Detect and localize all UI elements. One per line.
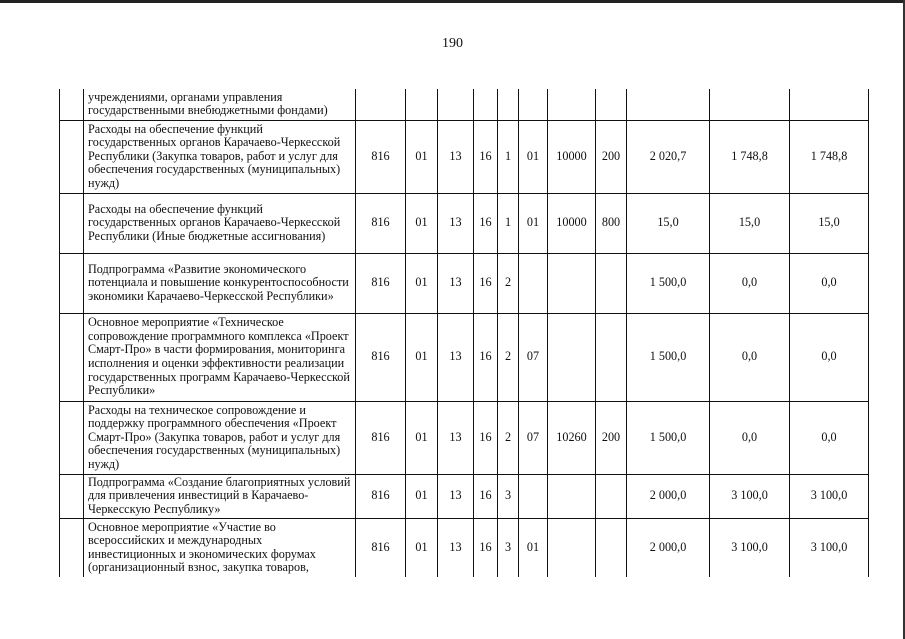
row-name: Подпрограмма «Создание благоприятных условий для привлечения инвестиций в Карачаево-Черкесскую Республику»	[84, 474, 356, 518]
code-pr: 13	[438, 313, 474, 401]
code-expense-type	[596, 89, 627, 120]
code-rz: 01	[406, 401, 438, 474]
code-gr: 816	[356, 313, 406, 401]
code-subprogram: 2	[498, 313, 519, 401]
code-event: 01	[519, 120, 548, 193]
code-rz: 01	[406, 120, 438, 193]
code-subprogram: 3	[498, 518, 519, 577]
code-program: 16	[474, 313, 498, 401]
amount-year-3: 3 100,0	[790, 518, 869, 577]
code-rz: 01	[406, 518, 438, 577]
code-direction: 10000	[548, 120, 596, 193]
table-row	[60, 474, 869, 518]
code-direction	[548, 89, 596, 120]
code-event: 01	[519, 193, 548, 253]
amount-year-2: 3 100,0	[710, 474, 790, 518]
row-number-cell	[60, 253, 84, 313]
table-row	[60, 120, 869, 193]
row-name: Расходы на обеспечение функций государственных органов Карачаево-Черкесской Республики (Закупка товаров, работ и услуг для обеспечения государственных (муниципальных) нужд)	[84, 120, 356, 193]
code-gr: 816	[356, 193, 406, 253]
code-rz: 01	[406, 474, 438, 518]
amount-year-2	[710, 89, 790, 120]
amount-year-3: 0,0	[790, 253, 869, 313]
code-subprogram	[498, 89, 519, 120]
table-row	[60, 89, 869, 120]
budget-table	[59, 89, 869, 577]
code-gr: 816	[356, 474, 406, 518]
code-direction	[548, 518, 596, 577]
row-name: Расходы на техническое сопровождение и поддержку программного обеспечения «Проект Смарт-Про» (Закупка товаров, работ и услуг для обеспечения государственных (муниципальных) нужд)	[84, 401, 356, 474]
amount-year-1: 2 020,7	[627, 120, 710, 193]
code-program: 16	[474, 120, 498, 193]
code-event	[519, 474, 548, 518]
table-row	[60, 313, 869, 401]
row-number-cell	[60, 193, 84, 253]
code-pr: 13	[438, 518, 474, 577]
code-pr: 13	[438, 474, 474, 518]
amount-year-1: 15,0	[627, 193, 710, 253]
code-subprogram: 1	[498, 193, 519, 253]
amount-year-1: 1 500,0	[627, 253, 710, 313]
code-event: 07	[519, 313, 548, 401]
code-program: 16	[474, 193, 498, 253]
code-program: 16	[474, 253, 498, 313]
code-program: 16	[474, 518, 498, 577]
row-name: Основное мероприятие «Техническое сопровождение программного комплекса «Проект Смарт-Про» в части формирования, мониторинга исполнения и оценки эффективности реализации государственных программ Карачаево-Черкесской Республики»	[84, 313, 356, 401]
amount-year-2: 15,0	[710, 193, 790, 253]
row-number-cell	[60, 120, 84, 193]
code-expense-type: 200	[596, 401, 627, 474]
code-expense-type	[596, 313, 627, 401]
code-rz: 01	[406, 253, 438, 313]
code-gr: 816	[356, 253, 406, 313]
code-subprogram: 1	[498, 120, 519, 193]
table-row	[60, 193, 869, 253]
page-number: 190	[442, 36, 463, 51]
amount-year-3: 1 748,8	[790, 120, 869, 193]
code-gr: 816	[356, 401, 406, 474]
code-subprogram: 3	[498, 474, 519, 518]
amount-year-1: 1 500,0	[627, 401, 710, 474]
amount-year-3: 0,0	[790, 313, 869, 401]
row-number-cell	[60, 89, 84, 120]
code-direction: 10260	[548, 401, 596, 474]
code-pr: 13	[438, 120, 474, 193]
row-number-cell	[60, 313, 84, 401]
amount-year-2: 3 100,0	[710, 518, 790, 577]
code-direction: 10000	[548, 193, 596, 253]
code-expense-type	[596, 474, 627, 518]
amount-year-3: 15,0	[790, 193, 869, 253]
code-subprogram: 2	[498, 253, 519, 313]
code-program: 16	[474, 474, 498, 518]
row-number-cell	[60, 401, 84, 474]
table-row	[60, 518, 869, 577]
code-gr: 816	[356, 120, 406, 193]
row-name: учреждениями, органами управления государственными внебюджетными фондами)	[84, 89, 356, 120]
sheet-edge-top	[0, 0, 905, 3]
code-gr: 816	[356, 518, 406, 577]
code-program	[474, 89, 498, 120]
amount-year-1	[627, 89, 710, 120]
amount-year-3	[790, 89, 869, 120]
code-pr	[438, 89, 474, 120]
amount-year-2: 0,0	[710, 401, 790, 474]
code-expense-type	[596, 518, 627, 577]
amount-year-2: 1 748,8	[710, 120, 790, 193]
code-gr	[356, 89, 406, 120]
row-name: Основное мероприятие «Участие во всероссийских и международных инвестиционных и экономических форумах (организационный взнос, закупка товаров,	[84, 518, 356, 577]
amount-year-1: 2 000,0	[627, 474, 710, 518]
amount-year-1: 1 500,0	[627, 313, 710, 401]
amount-year-2: 0,0	[710, 253, 790, 313]
code-direction	[548, 313, 596, 401]
row-number-cell	[60, 518, 84, 577]
amount-year-3: 3 100,0	[790, 474, 869, 518]
code-expense-type	[596, 253, 627, 313]
amount-year-2: 0,0	[710, 313, 790, 401]
code-direction	[548, 253, 596, 313]
table-row	[60, 401, 869, 474]
row-number-cell	[60, 474, 84, 518]
code-expense-type: 200	[596, 120, 627, 193]
code-event: 07	[519, 401, 548, 474]
code-rz	[406, 89, 438, 120]
code-expense-type: 800	[596, 193, 627, 253]
code-pr: 13	[438, 193, 474, 253]
code-rz: 01	[406, 313, 438, 401]
code-subprogram: 2	[498, 401, 519, 474]
code-program: 16	[474, 401, 498, 474]
code-pr: 13	[438, 401, 474, 474]
amount-year-1: 2 000,0	[627, 518, 710, 577]
code-rz: 01	[406, 193, 438, 253]
code-event: 01	[519, 518, 548, 577]
table-row	[60, 253, 869, 313]
code-pr: 13	[438, 253, 474, 313]
code-event	[519, 89, 548, 120]
code-event	[519, 253, 548, 313]
row-name: Подпрограмма «Развитие экономического потенциала и повышение конкурентоспособности экономики Карачаево-Черкесской Республики»	[84, 253, 356, 313]
row-name: Расходы на обеспечение функций государственных органов Карачаево-Черкесской Республики (Иные бюджетные ассигнования)	[84, 193, 356, 253]
code-direction	[548, 474, 596, 518]
amount-year-3: 0,0	[790, 401, 869, 474]
